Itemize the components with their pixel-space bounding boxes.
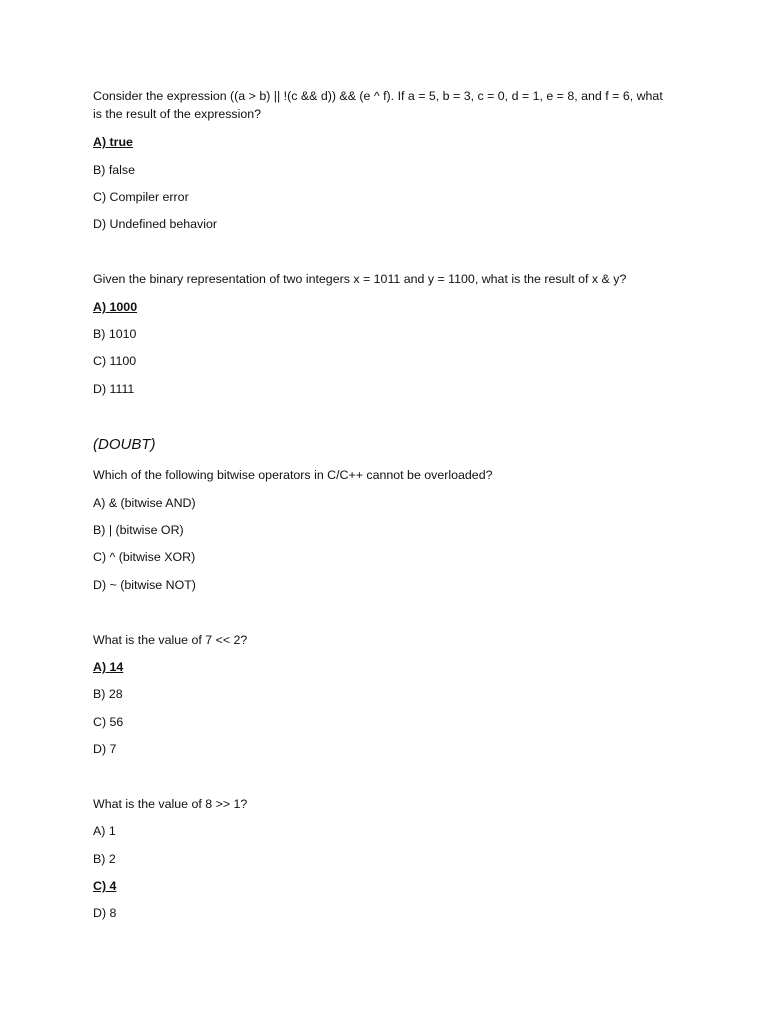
question-3-option-c: C) ^ (bitwise XOR) [93,550,196,564]
question-2-option-d: D) 1111 [93,382,135,396]
question-1-text: Consider the expression ((a > b) || !(c && d)) && (e ^ f). If a = 5, b = 3, c = 0, d = 1, e = 8, and f = 6, what is the result of the expression? [93,89,667,121]
question-1-option-b: B) false [93,163,136,177]
question-2-option-c: C) 1100 [93,354,137,368]
question-3-option-d: D) ~ (bitwise NOT) [93,578,196,592]
question-1-option-d: D) Undefined behavior [93,217,217,231]
question-5-text: What is the value of 8 >> 1? [93,797,248,811]
question-4-option-a-answer: A) 14 [93,660,124,674]
question-4-text: What is the value of 7 << 2? [93,633,248,647]
question-3-option-a: A) & (bitwise AND) [93,496,196,510]
question-4-option-b: B) 28 [93,687,123,701]
question-4-option-c: C) 56 [93,715,124,729]
question-5-option-b: B) 2 [93,852,116,866]
question-2-option-a-answer: A) 1000 [93,300,138,314]
question-4-option-d: D) 7 [93,742,117,756]
question-5-option-c-answer: C) 4 [93,879,117,893]
question-2-text: Given the binary representation of two integers x = 1011 and y = 1100, what is the result of x & y? [93,272,627,286]
question-3-option-b: B) | (bitwise OR) [93,523,184,537]
question-5-option-d: D) 8 [93,906,117,920]
question-3-text: Which of the following bitwise operators in C/C++ cannot be overloaded? [93,468,493,482]
question-5-option-a: A) 1 [93,824,116,838]
question-3-doubt-note: (DOUBT) [93,436,156,453]
question-1-option-a-answer: A) true [93,135,133,149]
question-2-option-b: B) 1010 [93,327,137,341]
question-1-option-c: C) Compiler error [93,190,189,204]
